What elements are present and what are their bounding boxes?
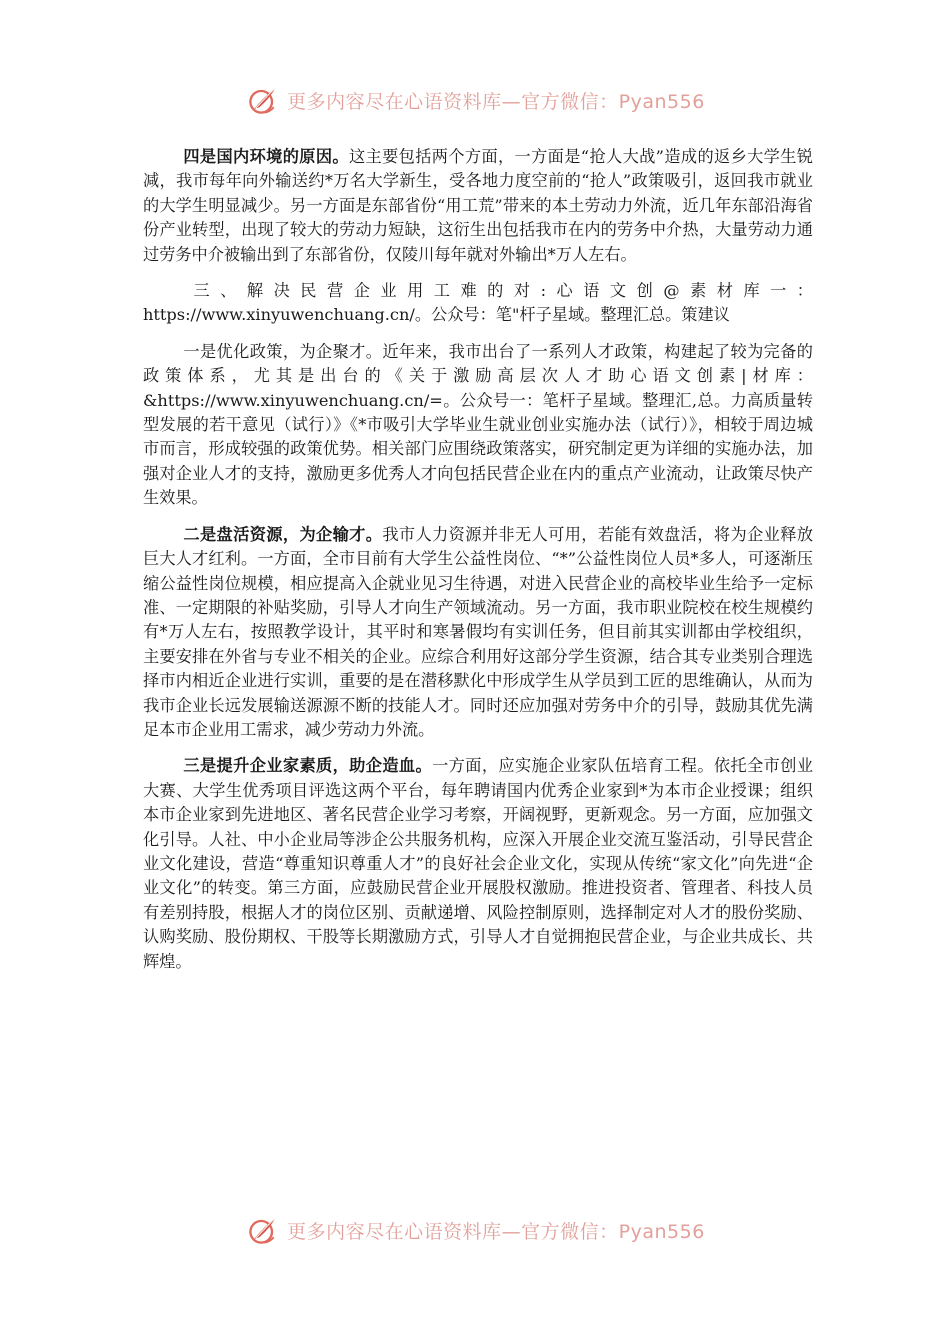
header-banner [0,80,950,120]
paragraph-body: 一是优化政策，为企聚才。近年来，我市出台了一系列人才政策，构建起了较为完备的政策体系，尤其是出台的《关于激励高层次人才助心语文创素|材库：&https://www.xinyuwenchuang.cn/=。公众号一：笔杆子星域。整理汇,总。力高质量转型发展的若干意见（试行）》《*市吸引大学毕业生就业创业实施办法（试行）》，相较于周边城市而言，形成较强的政策优势。相关部门应围绕政策落实，研究制定更为详细的实施办法，加强对企业人才的支持，激励更多优秀人才向包括民营企业在内的重点产业流动，让政策尽快产生效果。 [143,341,813,508]
paragraph-revitalize-resources [143,523,813,743]
quill-logo-icon [245,1212,281,1248]
paragraph-body: 这主要包括两个方面，一方面是“抢人大战”造成的返乡大学生锐减，我市每年向外输送约*万名大学新生，受各地力度空前的“抢人”政策吸引，返回我市就业的大学生明显减少。另一方面是东部省份“用工荒”带来的本土劳动力外流，近几年东部沿海省份产业转型，出现了较大的劳动力短缺，这衍生出包括我市在内的劳务中介热，大量劳动力通过劳务中介被输出到了东部省份，仅陵川每年就对外输出*万人左右。 [143,147,813,264]
paragraph-lead: 四是国内环境的原因。 [183,147,349,166]
paragraph-optimize-policy [143,340,813,511]
paragraph-lead: 三是提升企业家素质，助企造血。 [183,756,433,776]
paragraph-entrepreneur-quality [143,754,813,974]
quill-logo-icon [245,82,281,118]
paragraph-lead: 二是盘活资源，为企输才。 [183,524,383,544]
paragraph-body: 我市人力资源并非无人可用，若能有效盘活，将为企业释放巨大人才红利。一方面，全市目前有大学生公益性岗位、“*”公益性岗位人员*多人，可逐渐压缩公益性岗位规模，相应提高入企就业见习生待遇，对进入民营企业的高校毕业生给予一定标准、一定期限的补贴奖励，引导人才向生产领域流动。另一方面，我市职业院校在校生规模约有*万人左右，按照教学设计，其平时和寒暑假均有实训任务，但目前其实训都由学校组织，主要安排在外省与专业不相关的企业。应综合利用好这部分学生资源，结合其专业类别合理选择市内相近企业进行实训，重要的是在潜移默化中形成学生从学员到工匠的思维确认，从而为我市企业长远发展输送源源不断的技能人才。同时还应加强对劳务中介的引导，鼓励其优先满足本市企业用工需求，减少劳动力外流。 [143,524,814,739]
banner-text: 更多内容尽在心语资料库—官方微信：Pyan556 [287,90,705,113]
paragraph-domestic-environment [143,145,813,267]
banner-text: 更多内容尽在心语资料库—官方微信：Pyan556 [287,1220,705,1243]
footer-banner [0,1210,950,1250]
paragraph-body: 一方面，应实施企业家队伍培育工程。依托全市创业大赛、大学生优秀项目评选这两个平台，每年聘请国内优秀企业家到*为本市企业授课；组织本市企业家到先进地区、著名民营企业学习考察，开阔视野，更新观念。另一方面，应加强文化引导。人社、中小企业局等涉企公共服务机构，应深入开展企业交流互鉴活动，引导民营企业文化建设，营造“尊重知识尊重人才”的良好社会企业文化，实现从传统“家文化”向先进“企业文化”的转变。第三方面，应鼓励民营企业开展股权激励。推进投资者、管理者、科技人员有差别持股，根据人才的岗位区别、贡献递增、风险控制原则，选择制定对人才的股份奖励、认购奖励、股份期权、干股等长期激励方式，引导人才自觉拥抱民营企业，与企业共成长、共辉煌。 [143,756,814,971]
section-heading-suggestions [143,279,813,328]
document-body [143,145,813,974]
paragraph-body: 三、解决民营企业用工难的对:心语文创@素材库一：https://www.xinyuwenchuang.cn/。公众号：笔"杆子星域。整理汇总。策建议 [143,281,813,325]
